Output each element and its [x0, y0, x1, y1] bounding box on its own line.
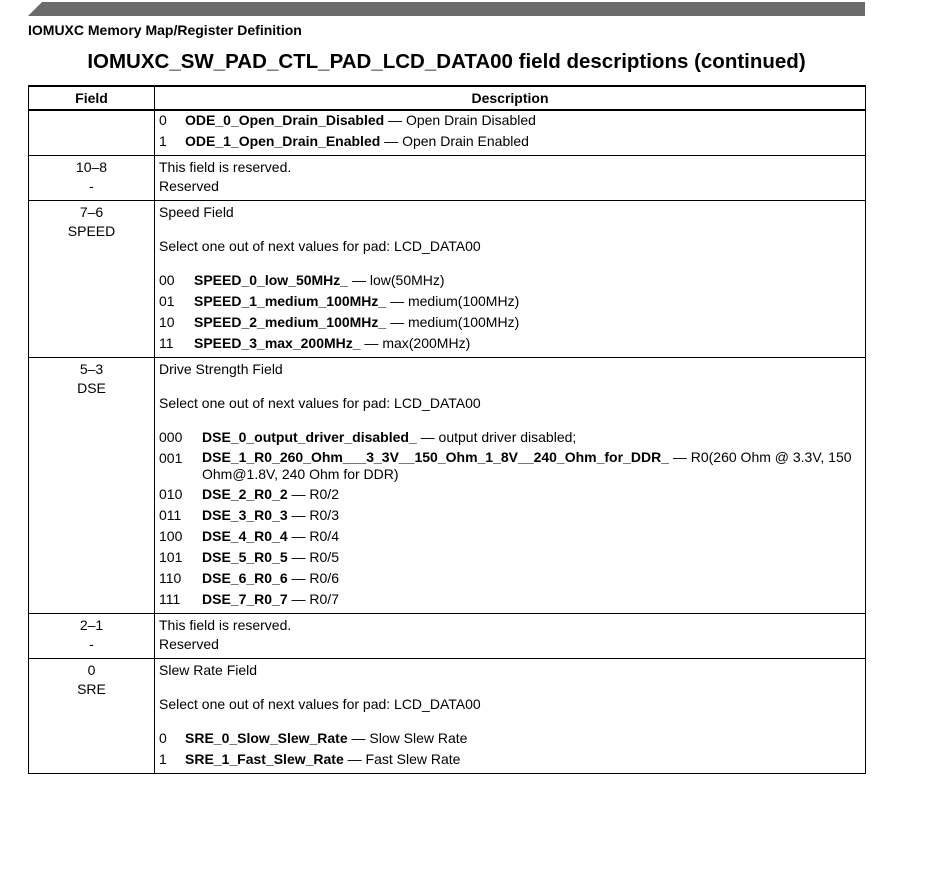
value-code: 1: [159, 751, 167, 767]
value-entry: [159, 428, 861, 447]
value-name: SPEED_0_low_50MHz_: [194, 272, 349, 288]
value-code: 011: [159, 507, 182, 523]
description-line: Drive Strength Field: [159, 361, 283, 377]
description-line: Slew Rate Field: [159, 662, 258, 678]
value-code: 001: [159, 450, 183, 466]
field-cell: [29, 201, 155, 358]
value-code: 100: [159, 528, 183, 544]
field-name: -: [89, 636, 94, 652]
value-code: 111: [159, 591, 181, 607]
table-row-speed: [29, 201, 866, 358]
value-code: 000: [159, 429, 183, 445]
value-description: — Slow Slew Rate: [347, 730, 468, 746]
description-line: Select one out of next values for pad: LCD_DATA00: [159, 395, 481, 411]
header-decoration-bar: [28, 2, 865, 16]
field-bits: 0: [87, 662, 96, 678]
field-cell: [29, 659, 155, 774]
value-name: ODE_1_Open_Drain_Enabled: [185, 133, 381, 149]
field-cell: [29, 358, 155, 614]
value-name: SRE_1_Fast_Slew_Rate: [185, 751, 344, 767]
value-entry: [159, 111, 861, 130]
value-entry: [159, 506, 861, 525]
value-entry: [159, 590, 861, 609]
value-name: DSE_5_R0_5: [202, 549, 288, 565]
value-description: — low(50MHz): [348, 272, 445, 288]
field-bits: 5–3: [79, 361, 104, 377]
field-bits: 2–1: [79, 617, 104, 633]
value-description: — Fast Slew Rate: [343, 751, 461, 767]
value-name: SPEED_3_max_200MHz_: [194, 335, 361, 351]
value-description: — R0/7: [287, 591, 339, 607]
value-description: — medium(100MHz): [386, 314, 520, 330]
description-cell: [155, 156, 866, 201]
value-code: 101: [159, 549, 183, 565]
value-name: DSE_2_R0_2: [202, 486, 288, 502]
description-cell: [155, 659, 866, 774]
value-name: DSE_3_R0_3: [202, 507, 288, 523]
table-title: IOMUXC_SW_PAD_CTL_PAD_LCD_DATA00 field descriptions (continued): [87, 50, 806, 73]
value-entry: [159, 271, 861, 290]
value-entry: [159, 292, 861, 311]
value-description: — R0/3: [287, 507, 339, 523]
column-header-field: Field: [29, 86, 155, 110]
value-description: — R0/4: [287, 528, 339, 544]
value-description: — Open Drain Enabled: [380, 133, 529, 149]
value-code: 010: [159, 486, 183, 502]
value-description: — medium(100MHz): [386, 293, 520, 309]
value-description: — R0/6: [287, 570, 339, 586]
value-name: SPEED_2_medium_100MHz_: [194, 314, 387, 330]
field-name: -: [89, 178, 94, 194]
description-cell: [155, 614, 866, 659]
table-row-reserved-2-1: [29, 614, 866, 659]
value-entry: [159, 750, 861, 769]
field-descriptions-table-container: [28, 85, 865, 774]
value-name: DSE_7_R0_7: [202, 591, 288, 607]
description-line: Reserved: [159, 636, 219, 652]
value-name: DSE_4_R0_4: [202, 528, 288, 544]
value-description: — Open Drain Disabled: [384, 112, 536, 128]
value-name: DSE_0_output_driver_disabled_: [202, 429, 417, 445]
field-cell: [29, 156, 155, 201]
value-entry: [159, 729, 861, 748]
value-name: SRE_0_Slow_Slew_Rate: [185, 730, 348, 746]
value-code: 110: [159, 570, 182, 586]
description-line: This field is reserved.: [159, 159, 292, 175]
value-code: 1: [159, 133, 167, 149]
table-header-row: [29, 86, 866, 110]
value-name: DSE_1_R0_260_Ohm___3_3V__150_Ohm_1_8V__240_Ohm_for_DDR_: [202, 449, 669, 465]
field-cell: [29, 110, 155, 156]
field-bits: 7–6: [79, 204, 104, 220]
value-description: — output driver disabled;: [416, 429, 577, 445]
value-code: 10: [159, 314, 175, 330]
value-code: 11: [159, 335, 174, 351]
description-cell: [155, 201, 866, 358]
value-entry: [159, 527, 861, 546]
value-entry: [159, 334, 861, 353]
value-name: ODE_0_Open_Drain_Disabled: [185, 112, 385, 128]
description-line: This field is reserved.: [159, 617, 292, 633]
table-row-reserved-10-8: [29, 156, 866, 201]
value-entry: [159, 449, 861, 483]
value-description: — R0/2: [287, 486, 339, 502]
field-name: DSE: [77, 380, 106, 396]
description-cell: [155, 110, 866, 156]
value-code: 0: [159, 112, 167, 128]
description-line: Select one out of next values for pad: LCD_DATA00: [159, 696, 481, 712]
value-code: 01: [159, 293, 175, 309]
value-entry: [159, 548, 861, 567]
value-description: — max(200MHz): [360, 335, 471, 351]
field-name: SPEED: [67, 223, 116, 239]
value-code: 00: [159, 272, 175, 288]
field-bits: 10–8: [75, 159, 108, 175]
value-name: DSE_6_R0_6: [202, 570, 288, 586]
field-name: SRE: [77, 681, 106, 697]
value-entry: [159, 485, 861, 504]
table-row-sre: [29, 659, 866, 774]
description-cell: [155, 358, 866, 614]
description-line: Speed Field: [159, 204, 234, 220]
value-code: 0: [159, 730, 167, 746]
value-name: SPEED_1_medium_100MHz_: [194, 293, 387, 309]
description-line: Select one out of next values for pad: LCD_DATA00: [159, 238, 481, 254]
value-description: — R0(260 Ohm @ 3.3V, 150 Ohm@1.8V, 240 Ohm for DDR): [202, 449, 852, 482]
section-title: IOMUXC Memory Map/Register Definition: [28, 22, 302, 38]
value-entry: [159, 569, 861, 588]
field-cell: [29, 614, 155, 659]
field-descriptions-table: [28, 85, 866, 774]
table-row-ode: [29, 110, 866, 156]
table-row-dse: [29, 358, 866, 614]
column-header-description: Description: [155, 86, 866, 110]
description-line: Reserved: [159, 178, 219, 194]
value-entry: [159, 313, 861, 332]
value-description: — R0/5: [287, 549, 339, 565]
value-entry: [159, 132, 861, 151]
